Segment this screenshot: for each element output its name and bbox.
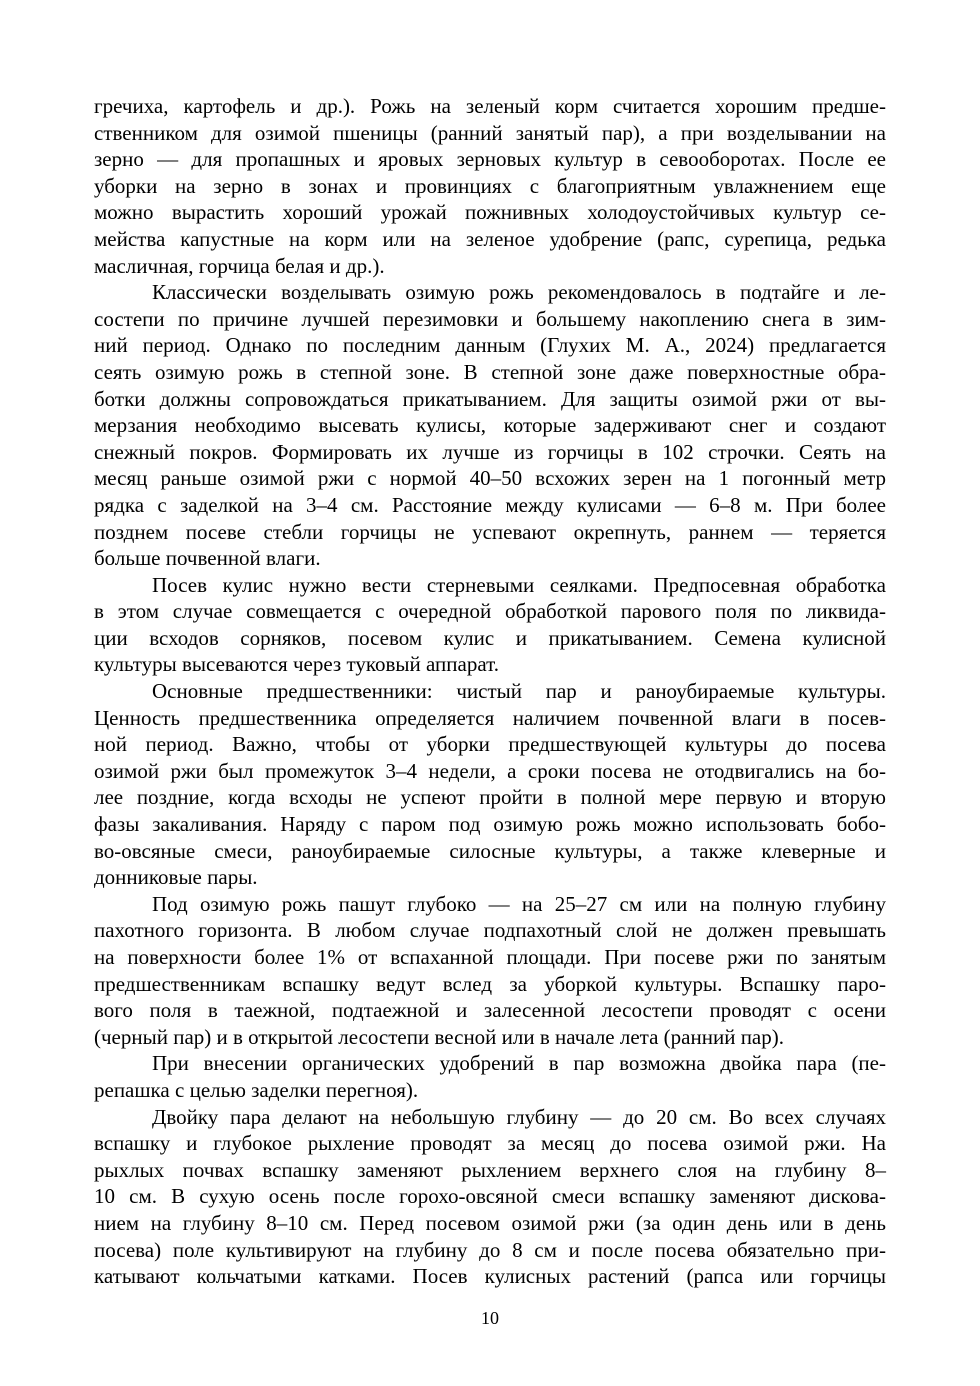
text-line: состепи по причине лучшей перезимовки и большему накоплению снега в зим- bbox=[94, 306, 886, 331]
paragraph bbox=[94, 93, 886, 279]
text-line: рядка с заделкой на 3–4 см. Расстояние между кулисами — 6–8 м. При более bbox=[94, 492, 886, 517]
text-line: на поверхности более 1% от вспаханной площади. При посеве ржи по занятым bbox=[94, 945, 886, 969]
paragraph bbox=[94, 678, 886, 891]
text-line: Посев кулис нужно вести стерневыми сеялками. Предпосевная обработка bbox=[152, 572, 886, 597]
text-line: пахотного горизонта. В любом случае подпахотный слой не должен превышать bbox=[94, 918, 886, 943]
text-line: Двойку пара делают на небольшую глубину — до 20 см. Во всех случаях bbox=[152, 1104, 886, 1129]
text-line: позднем посеве стебли горчицы не успевают окрепнуть, раннем — теряется bbox=[94, 519, 886, 544]
text-line: 10 см. В сухую осень после горохо-овсяной смеси вспашку заменяют дискова- bbox=[94, 1184, 886, 1209]
text-line: уборки на зерно в зонах и провинциях с благоприятным увлажнением еще bbox=[94, 173, 886, 198]
text-line: культуры высеваются через туковый аппарат. bbox=[94, 652, 499, 677]
text-line: больше почвенной влаги. bbox=[94, 546, 321, 571]
text-line: ний период. Однако по последним данным (Глухих М. А., 2024) предлагается bbox=[94, 333, 886, 358]
text-line: Классически возделывать озимую рожь рекомендовалось в подтайге и ле- bbox=[152, 280, 886, 305]
paragraph bbox=[94, 1104, 886, 1290]
text-line: мейства капустные на корм или на зеленое удобрение (рапс, сурепица, редька bbox=[94, 226, 886, 251]
text-line: Основные предшественники: чистый пар и раноубираемые культуры. bbox=[152, 679, 886, 704]
text-line: предшественникам вспашку ведут вслед за уборкой культуры. Вспашку паро- bbox=[94, 971, 886, 996]
text-line: Под озимую рожь пашут глубоко — на 25–27 см или на полную глубину bbox=[152, 891, 886, 916]
text-line: катывают кольчатыми катками. Посев кулисных растений (рапса или горчицы bbox=[94, 1264, 886, 1289]
paragraph bbox=[94, 572, 886, 678]
text-line: фазы закаливания. Наряду с паром под озимую рожь можно использовать бобо- bbox=[94, 812, 886, 837]
text-line: в этом случае совмещается с очередной обработкой парового поля по ликвида- bbox=[94, 599, 886, 624]
text-line: гречиха, картофель и др.). Рожь на зеленый корм считается хорошим предше- bbox=[94, 94, 886, 118]
text-line: рыхлых почвах вспашку заменяют рыхлением верхнего слоя на глубину 8– bbox=[94, 1157, 886, 1182]
text-line: репашка с целью заделки перегноя). bbox=[94, 1077, 419, 1102]
text-line: зерно — для пропашных и яровых зерновых культур в севооборотах. После ее bbox=[94, 147, 886, 172]
text-line: можно вырастить хороший урожай пожнивных холодоустойчивых культур се- bbox=[94, 200, 886, 225]
text-line: (черный пар) и в открытой лесостепи весной или в начале лета (ранний пар). bbox=[94, 1024, 784, 1049]
text-line: ной период. Важно, чтобы от уборки предшествующей культуры до посева bbox=[94, 732, 886, 757]
paragraph bbox=[94, 279, 886, 572]
text-line: масличная, горчица белая и др.). bbox=[94, 253, 385, 278]
text-line: озимой ржи был промежуток 3–4 недели, а сроки посева не отодвигались на бо- bbox=[94, 758, 886, 783]
text-line: вого поля в таежной, подтаежной и залесенной лесостепи проводят с осени bbox=[94, 998, 886, 1023]
text-line: месяц раньше озимой ржи с нормой 40–50 всхожих зерен на 1 погонный метр bbox=[94, 466, 886, 491]
text-line: посева) поле культивируют на глубину до 8 см и после посева обязательно при- bbox=[94, 1237, 886, 1262]
text-line: снежный покров. Формировать их лучше из горчицы в 102 строчки. Сеять на bbox=[94, 439, 886, 464]
text-line: мерзания необходимо высевать кулисы, которые задерживают снег и создают bbox=[94, 413, 886, 438]
text-line: нием на глубину 8–10 см. Перед посевом озимой ржи (за один день или в день bbox=[94, 1210, 886, 1235]
text-line: ственником для озимой пшеницы (ранний занятый пар), а при возделывании на bbox=[94, 120, 886, 145]
text-line: лее поздние, когда всходы не успеют пройти в полной мере первую и вторую bbox=[94, 785, 886, 810]
paragraph bbox=[94, 891, 886, 1051]
page-number: 10 bbox=[481, 1308, 499, 1328]
text-line: При внесении органических удобрений в пар возможна двойка пара (пе- bbox=[152, 1051, 886, 1076]
text-line: донниковые пары. bbox=[94, 865, 258, 890]
text-line: вспашку и глубокое рыхление проводят за месяц до посева озимой ржи. На bbox=[94, 1131, 886, 1156]
page-body bbox=[94, 93, 886, 1290]
text-line: во-овсяные смеси, раноубираемые силосные культуры, а также клеверные и bbox=[94, 838, 886, 863]
text-line: ботки должны сопровождаться прикатыванием. Для защиты озимой ржи от вы- bbox=[94, 386, 886, 411]
text-line: сеять озимую рожь в степной зоне. В степной зоне даже поверхностные обра- bbox=[94, 359, 886, 384]
paragraph bbox=[94, 1050, 886, 1103]
text-line: ции всходов сорняков, посевом кулис и прикатыванием. Семена кулисной bbox=[94, 625, 886, 650]
text-line: Ценность предшественника определяется наличием почвенной влаги в посев- bbox=[94, 705, 886, 730]
